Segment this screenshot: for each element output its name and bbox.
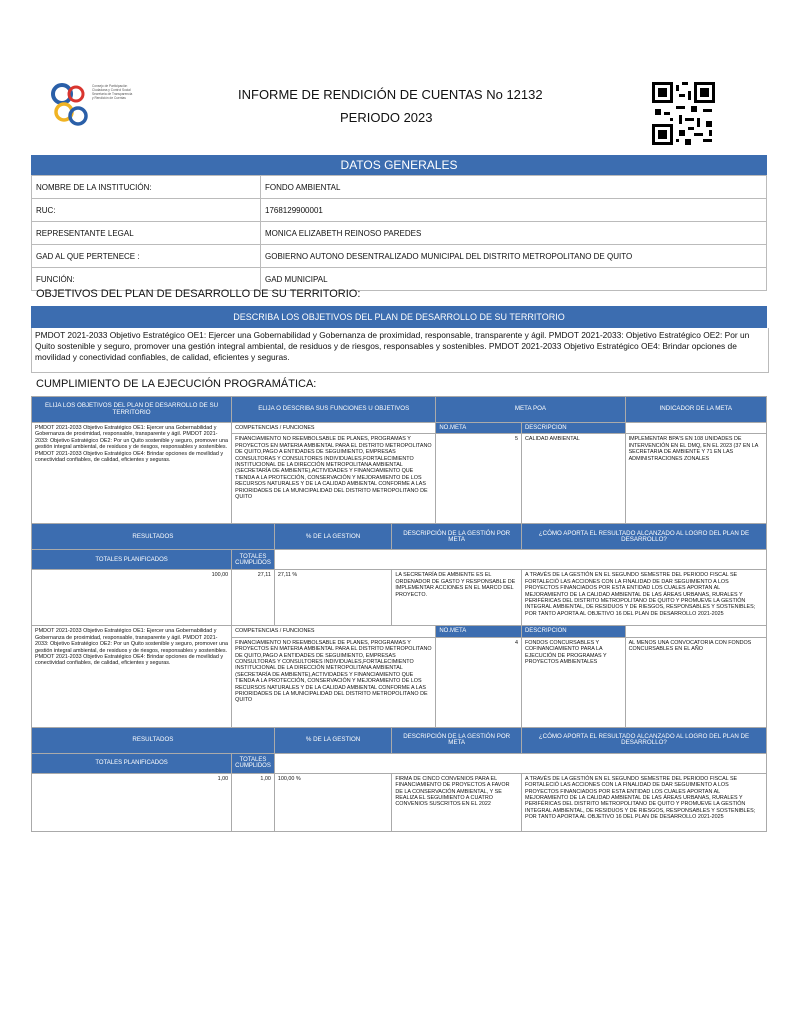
objective-cell: PMDOT 2021-2033 Objetivo Estratégico OE1: Ejercer una Gobernabilidad y Gobernanza de proximidad, responsable, transparente y ágil. PMDOT 2021-2033: Objetivo Estratégico OE2: Por un Quito sostenible y seguro, promover una gestión integral ambiental, de residuos y de riesgos, responsables y sostenibles. PMDOT 2021-2033 Objetivo Estratégico OE4: Brindar opciones de movilidad y conectividad confiables, de calidad, eficientes y seguras. bbox=[32, 423, 232, 524]
desc-gestion-label: DESCRIPCIÓN DE LA GESTIÓN POR META bbox=[392, 524, 522, 550]
objectives-text: PMDOT 2021-2033 Objetivo Estratégico OE1: Ejercer una Gobernabilidad y Gobernanza de proximidad, responsable, transparente y ágil. PMDOT 2021-2033: Objetivo Estratégico OE2: Por un Quito sostenible y seguro, promover una gestión integral ambiental, de residuos y de riesgos, responsables y sostenibles. PMDOT 2021-2033 Objetivo Estratégico OE4: Brindar opciones de movilidad y conectividad confiables, de calidad, eficientes y seguras. bbox=[31, 328, 769, 373]
col-functions: ELIJA O DESCRIBA SUS FUNCIONES U OBJETIVOS bbox=[232, 397, 436, 423]
pct-value: 27,11 % bbox=[274, 570, 392, 626]
totals-header-row bbox=[32, 753, 767, 773]
meta-number: 5 bbox=[436, 434, 522, 524]
desc-gestion-label: DESCRIPCIÓN DE LA GESTIÓN POR META bbox=[392, 727, 522, 753]
results-header-row bbox=[32, 524, 767, 550]
table-header-row bbox=[32, 397, 767, 423]
col-objectives: ELIJA LOS OBJETIVOS DEL PLAN DE DESARROLLO DE SU TERRITORIO bbox=[32, 397, 232, 423]
general-data-header: DATOS GENERALES bbox=[31, 155, 767, 175]
descripcion-label: DESCRIPCION bbox=[521, 423, 625, 434]
programmatic-table bbox=[31, 396, 767, 832]
row-label: NOMBRE DE LA INSTITUCIÓN: bbox=[32, 176, 261, 199]
function-cell: FINANCIAMIENTO NO REEMBOLSABLE DE PLANES, PROGRAMAS Y PROYECTOS EN MATERIA AMBIENTAL PARA EL DISTRITO METROPOLITANO DE QUITO,PAGO A ENTIDADES DE SEGUIMIENTO, EMPRESAS CONSULTORAS Y CONSULTORES INDIVIDUALES,FORTALECIMIENTO INSTITUCIONAL DE LA DIRECCIÓN METROPOLITANA AMBIENTAL (SECRETARÍA DE AMBIENTE),ACTIVIDADES Y FINANCIAMIENTO QUE TIENDA A LA PROTECCIÓN, CONSERVACIÓN Y MEJORAMIENTO DE LOS RECURSOS NATURALES Y DE LA CALIDAD AMBIENTAL CONFORME A LAS PRIORIDADES DE LA MUNICIPALIDAD DEL DISTRITO METROPOLITANO DE QUITO bbox=[232, 637, 436, 727]
totales-cumplidos-label: TOTALES CUMPLIDOS bbox=[232, 753, 275, 773]
results-header-row bbox=[32, 727, 767, 753]
totals-header-row bbox=[32, 550, 767, 570]
table-row bbox=[32, 423, 767, 434]
nometa-label: NO.META bbox=[436, 626, 522, 637]
meta-indicator: IMPLEMENTAR BPA'S EN 108 UNIDADES DE INTERVENCIÓN EN EL DMQ, EN EL 2023 (37 EN LA SECRETARIA DE AMBIENTE Y 71 EN LAS ADMINISTRACIONES ZONALES bbox=[625, 434, 766, 524]
objective-cell: PMDOT 2021-2033 Objetivo Estratégico OE1: Ejercer una Gobernabilidad y Gobernanza de proximidad, responsable, transparente y ágil. PMDOT 2021-2033: Objetivo Estratégico OE2: Por un Quito sostenible y seguro, promover una gestión integral ambiental, de residuos y de riesgos, responsables y sostenibles. PMDOT 2021-2033 Objetivo Estratégico OE4: Brindar opciones de movilidad y conectividad confiables, de calidad, eficientes y seguras. bbox=[32, 626, 232, 727]
meta-indicator: AL MENOS UNA CONVOCATORIA CON FONDOS CONCURSABLES EN EL AÑO bbox=[625, 637, 766, 727]
general-data-table bbox=[31, 175, 767, 291]
table-row bbox=[32, 245, 767, 268]
row-value: GOBIERNO AUTONO DESENTRALIZADO MUNICIPAL DEL DISTRITO METROPOLITANO DE QUITO bbox=[261, 245, 767, 268]
report-period: PERIODO 2023 bbox=[340, 110, 433, 125]
competencias-label: COMPETENCIAS / FUNCIONES bbox=[232, 626, 436, 637]
row-label: REPRESENTANTE LEGAL bbox=[32, 222, 261, 245]
contribution-text: A TRAVÉS DE LA GESTIÓN EN EL SEGUNDO SEMESTRE DEL PERIODO FISCAL SE FORTALECIÓ LAS ACCIONES CON LA FINALIDAD DE DAR SEGUIMIENTO A LOS PROYECTOS FINANCIADOS POR ESTA ENTIDAD LOS CUALES APORTAN AL MEJORAMIENTO DE LA CALIDAD AMBIENTAL DE LAS ÁREAS URBANAS, RURALES Y PERIFÉRICAS DEL DISTRITO METROPOLITANO DE QUITO Y PROMUEVE LA GESTIÓN INTEGRAL AMBIENTAL, DE RESIDUOS Y DE RIESGOS, RESPONSABLES Y SOSTENIBLES; POR TANTO APORTA AL OBJETIVO 16 DEL PLAN DE DESARROLLO 2021-2025 bbox=[521, 773, 766, 831]
pct-label: % DE LA GESTION bbox=[274, 524, 392, 550]
planned-value: 100,00 bbox=[32, 570, 232, 626]
cpccs-logo: Consejo de Participación Ciudadana y Control Social Secretaría de Transparencia y Rendición de Cuentas bbox=[50, 78, 180, 130]
row-label: GAD AL QUE PERTENECE : bbox=[32, 245, 261, 268]
row-value: MONICA ELIZABETH REINOSO PAREDES bbox=[261, 222, 767, 245]
gestion-description: FIRMA DE CINCO CONVENIOS PARA EL FINANCIAMIENTO DE PROYECTOS A FAVOR DE LA CONSERVACIÓN AMBIENTAL, Y SE REALIZA EL SEGUIMIENTO A CUATRO CONVENIOS SUSCRITOS EN EL 2022 bbox=[392, 773, 522, 831]
pct-label: % DE LA GESTION bbox=[274, 727, 392, 753]
objectives-bar: DESCRIBA LOS OBJETIVOS DEL PLAN DE DESARROLLO DE SU TERRITORIO bbox=[31, 306, 767, 328]
totales-planificados-label: TOTALES PLANIFICADOS bbox=[32, 753, 232, 773]
table-row bbox=[32, 570, 767, 626]
competencias-label: COMPETENCIAS / FUNCIONES bbox=[232, 423, 436, 434]
gestion-description: LA SECRETARÍA DE AMBIENTE ES EL ORDENADOR DE GASTO Y RESPONSABLE DE IMPLEMENTAR ACCIONES EN EL MARCO DEL PROYECTO. bbox=[392, 570, 522, 626]
table-row bbox=[32, 199, 767, 222]
report-title: INFORME DE RENDICIÓN DE CUENTAS No 12132 bbox=[238, 87, 543, 102]
pct-value: 100,00 % bbox=[274, 773, 392, 831]
row-value: 1768129900001 bbox=[261, 199, 767, 222]
aporta-label: ¿CÓMO APORTA EL RESULTADO ALCANZADO AL LOGRO DEL PLAN DE DESARROLLO? bbox=[521, 524, 766, 550]
objectives-heading: OBJETIVOS DEL PLAN DE DESARROLLO DE SU TERRITORIO: bbox=[36, 288, 361, 300]
row-label: FUNCIÓN: bbox=[32, 268, 261, 291]
contribution-text: A TRAVÉS DE LA GESTIÓN EN EL SEGUNDO SEMESTRE DEL PERIODO FISCAL SE FORTALECIÓ LAS ACCIONES CON LA FINALIDAD DE DAR SEGUIMIENTO A LOS PROYECTOS FINANCIADOS POR ESTA ENTIDAD LOS CUALES APORTAN AL MEJORAMIENTO DE LA CALIDAD AMBIENTAL DE LAS ÁREAS URBANAS, RURALES Y PERIFÉRICAS DEL DISTRITO METROPOLITANO DE QUITO Y PROMUEVE LA GESTIÓN INTEGRAL AMBIENTAL, DE RESIDUOS Y DE RIESGOS, RESPONSABLES Y SOSTENIBLES; POR TANTO APORTA AL OBJETIVO 16 DEL PLAN DE DESARROLLO 2021-2025 bbox=[521, 570, 766, 626]
meta-description: CALIDAD AMBIENTAL bbox=[521, 434, 625, 524]
planned-value: 1,00 bbox=[32, 773, 232, 831]
achieved-value: 1,00 bbox=[232, 773, 275, 831]
totales-planificados-label: TOTALES PLANIFICADOS bbox=[32, 550, 232, 570]
meta-number: 4 bbox=[436, 637, 522, 727]
meta-description: FONDOS CONCURSABLES Y COFINANCIAMIENTO PARA LA EJECUCIÓN DE PROGRAMAS Y PROYECTOS AMBIENTALES bbox=[521, 637, 625, 727]
achieved-value: 27,11 bbox=[232, 570, 275, 626]
function-cell: FINANCIAMIENTO NO REEMBOLSABLE DE PLANES, PROGRAMAS Y PROYECTOS EN MATERIA AMBIENTAL PARA EL DISTRITO METROPOLITANO DE QUITO,PAGO A ENTIDADES DE SEGUIMIENTO, EMPRESAS CONSULTORAS Y CONSULTORES INDIVIDUALES,FORTALECIMIENTO INSTITUCIONAL DE LA DIRECCIÓN METROPOLITANA AMBIENTAL (SECRETARÍA DE AMBIENTE),ACTIVIDADES Y FINANCIAMIENTO QUE TIENDA A LA PROTECCIÓN, CONSERVACIÓN Y MEJORAMIENTO DE LOS RECURSOS NATURALES Y DE LA CALIDAD AMBIENTAL CONFORME A LAS PRIORIDADES DE LA MUNICIPALIDAD DEL DISTRITO METROPOLITANO DE QUITO bbox=[232, 434, 436, 524]
programmatic-heading: CUMPLIMIENTO DE LA EJECUCIÓN PROGRAMÁTICA: bbox=[36, 378, 317, 390]
table-row bbox=[32, 222, 767, 245]
table-row bbox=[32, 626, 767, 637]
row-value: GAD MUNICIPAL bbox=[261, 268, 767, 291]
aporta-label: ¿CÓMO APORTA EL RESULTADO ALCANZADO AL LOGRO DEL PLAN DE DESARROLLO? bbox=[521, 727, 766, 753]
results-label: RESULTADOS bbox=[32, 524, 275, 550]
results-label: RESULTADOS bbox=[32, 727, 275, 753]
qr-code bbox=[652, 82, 715, 145]
row-value: FONDO AMBIENTAL bbox=[261, 176, 767, 199]
row-label: RUC: bbox=[32, 199, 261, 222]
totales-cumplidos-label: TOTALES CUMPLIDOS bbox=[232, 550, 275, 570]
table-row bbox=[32, 773, 767, 831]
table-row bbox=[32, 176, 767, 199]
nometa-label: NO.META bbox=[436, 423, 522, 434]
col-indicator: INDICADOR DE LA META bbox=[625, 397, 766, 423]
col-meta-poa: META POA bbox=[436, 397, 625, 423]
descripcion-label: DESCRIPCION bbox=[521, 626, 625, 637]
